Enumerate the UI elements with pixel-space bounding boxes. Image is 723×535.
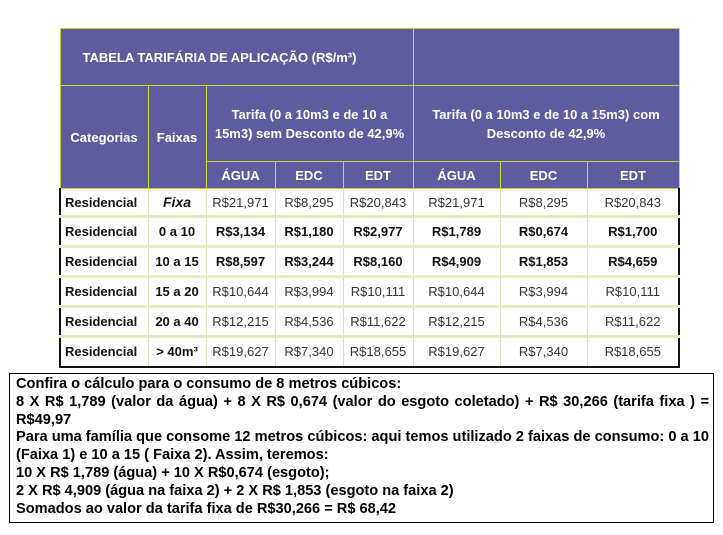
row-category: Residencial [60, 189, 148, 217]
cell-value: R$12,215 [206, 307, 275, 337]
cell-value: R$1,180 [275, 217, 343, 247]
cell-value: R$18,655 [587, 337, 679, 367]
cell-value: R$21,971 [206, 189, 275, 217]
cell-value: R$1,789 [413, 217, 500, 247]
cell-value: R$19,627 [413, 337, 500, 367]
cell-value: R$2,977 [343, 217, 413, 247]
cell-value: R$19,627 [206, 337, 275, 367]
header-group-com-desconto: Tarifa (0 a 10m3 e de 10 a 15m3) com Desconto de 42,9% [413, 86, 679, 162]
cell-value: R$1,853 [500, 247, 587, 277]
row-faixa: > 40m³ [148, 337, 206, 367]
cell-value: R$0,674 [500, 217, 587, 247]
cell-value: R$18,655 [343, 337, 413, 367]
cell-value: R$10,111 [343, 277, 413, 307]
table-row [60, 247, 679, 277]
cell-value: R$7,340 [500, 337, 587, 367]
row-faixa: 10 a 15 [148, 247, 206, 277]
subheader-edt: EDT [587, 162, 679, 189]
cell-value: R$10,644 [413, 277, 500, 307]
row-category: Residencial [60, 217, 148, 247]
subheader-agua: ÁGUA [413, 162, 500, 189]
subheader-agua: ÁGUA [206, 162, 275, 189]
cell-value: R$7,340 [275, 337, 343, 367]
row-category: Residencial [60, 337, 148, 367]
cell-value: R$21,971 [413, 189, 500, 217]
row-faixa [148, 189, 206, 217]
cell-value: R$11,622 [343, 307, 413, 337]
note-line: 8 X R$ 1,789 (valor da água) + 8 X R$ 0,674 (valor do esgoto coletado) + R$ 30,266 (tarifa fixa ) = R$49,97 [16, 393, 709, 428]
row-faixa: 20 a 40 [148, 307, 206, 337]
table-row [60, 277, 679, 307]
table-row [60, 307, 679, 337]
cell-value: R$3,244 [275, 247, 343, 277]
row-faixa: 0 a 10 [148, 217, 206, 247]
row-category: Residencial [60, 307, 148, 337]
tariff-table [59, 28, 680, 368]
subheader-edc: EDC [275, 162, 343, 189]
row-faixa: 15 a 20 [148, 277, 206, 307]
row-category: Residencial [60, 277, 148, 307]
row-faixa-label: Fixa [162, 194, 191, 210]
cell-value: R$8,597 [206, 247, 275, 277]
cell-value: R$4,536 [500, 307, 587, 337]
header-faixas: Faixas [148, 86, 206, 189]
cell-value: R$12,215 [413, 307, 500, 337]
note-line: 10 X R$ 1,789 (água) + 10 X R$0,674 (esgoto); [16, 464, 330, 481]
subheader-edc: EDC [500, 162, 587, 189]
cell-value: R$4,536 [275, 307, 343, 337]
cell-value: R$3,994 [275, 277, 343, 307]
row-category: Residencial [60, 247, 148, 277]
title-filler-cell [413, 29, 679, 86]
note-line: 2 X R$ 4,909 (água na faixa 2) + 2 X R$ 1,853 (esgoto na faixa 2) [16, 482, 454, 499]
cell-value: R$8,295 [500, 189, 587, 217]
note-line: Somados ao valor da tarifa fixa de R$30,266 = R$ 68,42 [16, 500, 397, 517]
note-line: Para uma família que consome 12 metros cúbicos: aqui temos utilizado 2 faixas de consumo: 0 a 10 (Faixa 1) e 10 a 15 ( Faixa 2). Assim, teremos: [16, 429, 709, 464]
note-line: Confira o cálculo para o consumo de 8 metros cúbicos: [16, 376, 402, 392]
cell-value: R$20,843 [587, 189, 679, 217]
cell-value: R$1,700 [587, 217, 679, 247]
cell-value: R$4,909 [413, 247, 500, 277]
cell-value: R$10,111 [587, 277, 679, 307]
table-row [60, 217, 679, 247]
cell-value: R$3,134 [206, 217, 275, 247]
cell-value: R$8,160 [343, 247, 413, 277]
cell-value: R$3,994 [500, 277, 587, 307]
cell-value: R$10,644 [206, 277, 275, 307]
cell-value: R$4,659 [587, 247, 679, 277]
table-row [60, 337, 679, 367]
cell-value: R$11,622 [587, 307, 679, 337]
header-group-sem-desconto: Tarifa (0 a 10m3 e de 10 a 15m3) sem Desconto de 42,9% [206, 86, 413, 162]
table-title: TABELA TARIFÁRIA DE APLICAÇÃO (R$/m³) [60, 29, 413, 86]
subheader-edt: EDT [343, 162, 413, 189]
calculation-note-box [9, 373, 714, 523]
cell-value: R$20,843 [343, 189, 413, 217]
header-categorias: Categorias [60, 86, 148, 189]
table-row [60, 189, 679, 217]
cell-value: R$8,295 [275, 189, 343, 217]
